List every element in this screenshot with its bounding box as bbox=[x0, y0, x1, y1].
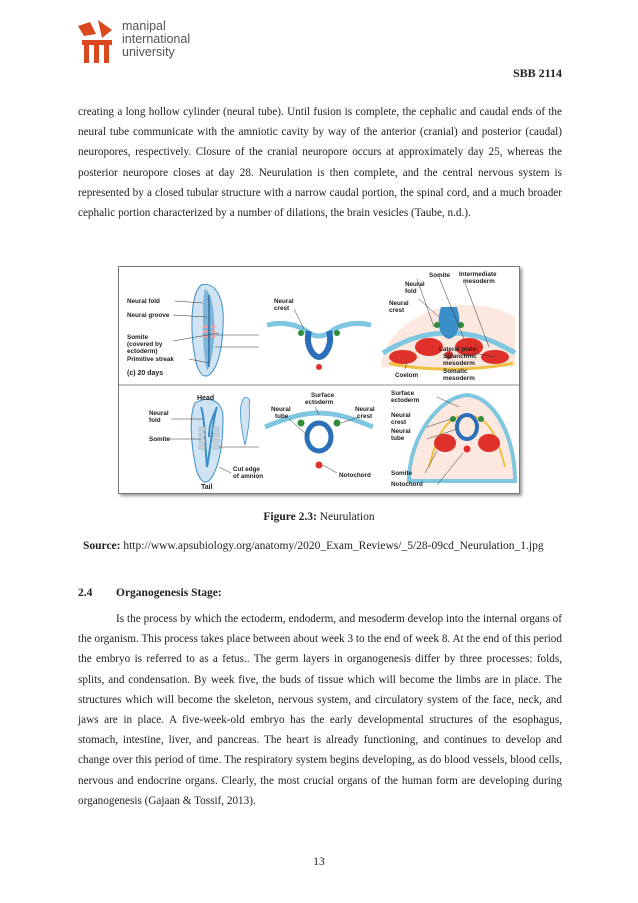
label-neural-fold: Neural bbox=[405, 281, 425, 288]
label-lateral-plate: Lateral plate: bbox=[439, 346, 479, 353]
label-somatic-mesoderm: mesoderm bbox=[443, 375, 475, 382]
logo-emblem-icon bbox=[78, 20, 118, 64]
label-somatic-mesoderm: Somatic bbox=[443, 368, 468, 375]
label-neural-crest: Neural bbox=[355, 406, 375, 413]
label-intermediate-mesoderm: mesoderm bbox=[463, 278, 495, 285]
label-neural-crest: Neural bbox=[391, 412, 411, 419]
label-neural-crest: crest bbox=[391, 419, 407, 426]
logo-line: manipal bbox=[122, 19, 166, 33]
label-neural-crest: crest bbox=[389, 307, 405, 314]
label-neural-crest: Neural bbox=[389, 300, 409, 307]
page-number: 13 bbox=[313, 856, 325, 868]
label-somite: Somite bbox=[149, 436, 170, 443]
label-notochord: Notochord bbox=[339, 472, 371, 479]
label-somite: (covered by bbox=[127, 341, 163, 348]
embryo-dorsal-view bbox=[173, 284, 259, 376]
label-head: Head bbox=[197, 395, 215, 402]
logo-wordmark bbox=[122, 20, 190, 59]
label-neural-fold: Neural bbox=[149, 410, 169, 417]
caption-label: Figure 2.3: bbox=[263, 511, 317, 523]
label-surface-ectoderm: Surface bbox=[391, 390, 415, 397]
logo-line: international bbox=[122, 32, 191, 46]
section-heading bbox=[78, 587, 222, 599]
label-splanchnic-mesoderm: Splanchnic bbox=[443, 353, 477, 360]
logo-line: university bbox=[122, 45, 175, 59]
caption-text: Neurulation bbox=[316, 511, 375, 523]
label-cut-edge-amnion: of amnion bbox=[233, 473, 264, 480]
label-intermediate-mesoderm: Intermediate bbox=[459, 271, 497, 278]
later-embryo-section bbox=[409, 395, 515, 485]
label-neural-tube: Neural bbox=[391, 428, 411, 435]
label-coelom: Coelom bbox=[395, 372, 419, 379]
label-neural-fold: fold bbox=[149, 417, 161, 424]
label-somite: Somite bbox=[127, 334, 148, 341]
label-neural-crest: Neural bbox=[274, 298, 294, 305]
label-somite: ectoderm) bbox=[127, 348, 158, 355]
label-neural-groove: Neural groove bbox=[127, 312, 170, 319]
label-stage: (c) 20 days bbox=[127, 370, 164, 377]
body-paragraph: Is the process by which the ectoderm, endoderm, and mesoderm develop into the internal organs of the organism. This process takes place between about week 3 to the end of week 8. At the end of this period the embryo is referred to as a fetus.. The germ layers in organogenesis differ by three processes: folds, splits, and condensation. By week five, the buds of tissue which will become the limbs are in place. The structures which will become the skeleton, nervous system, and circulatory system of the face, neck, and jaws are in place. A five-week-old embryo has the early developmental structures of the esophagus, stomach, intestine, liver, and pancreas. The heart is already functioning, and continues to develop and change over this period of time. The respiratory system begins developing, as do blood vessels, blood cells, nervous and endocrine organs. Clearly, the most crucial organs of the human form are developing during organogenesis (Gajaan & Tossif, 2013). bbox=[78, 613, 562, 807]
label-neural-fold: fold bbox=[405, 288, 417, 295]
label-neural-tube: tube bbox=[275, 413, 289, 420]
label-neural-tube: Neural bbox=[271, 406, 291, 413]
label-neural-fold: Neural fold bbox=[127, 298, 160, 305]
label-somite: Somite bbox=[391, 470, 412, 477]
neurulation-diagram bbox=[119, 267, 519, 493]
source-url: http://www.apsubiology.org/anatomy/2020_Exam_Reviews/_5/28-09cd_Neurulation_1.jpg bbox=[120, 540, 544, 552]
label-somite: Somite bbox=[429, 272, 450, 279]
neural-groove-section bbox=[267, 309, 371, 370]
label-surface-ectoderm: ectoderm bbox=[391, 397, 420, 404]
label-surface-ectoderm: ectoderm bbox=[305, 399, 334, 406]
body-paragraph: creating a long hollow cylinder (neural tube). Until fusion is complete, the cephalic and caudal ends of the neural tube communicate with the amniotic cavity by way of the anterior (cranial) and posterior (caudal) neuropores, respectively. Closure of the cranial neuropore occurs at approximately day 25, whereas the posterior neuropore closes at day 28. Neurulation is then complete, and the central nervous system is represented by a closed tubular structure with a narrow caudal portion, the spinal cord, and a much broader cephalic portion characterized by a number of dilations, the brain vesicles (Taube, n.d.). bbox=[78, 106, 562, 220]
figure-caption bbox=[0, 511, 638, 523]
label-tail: Tail bbox=[201, 484, 213, 491]
label-notochord: Notochord bbox=[391, 481, 423, 488]
neurulation-figure bbox=[118, 266, 520, 494]
source-label: Source: bbox=[83, 540, 121, 552]
course-code: SBB 2114 bbox=[512, 66, 562, 80]
label-surface-ectoderm: Surface bbox=[311, 392, 335, 399]
label-neural-crest: crest bbox=[357, 413, 373, 420]
label-neural-tube: tube bbox=[391, 435, 405, 442]
section-title: Organogenesis Stage: bbox=[116, 587, 222, 599]
university-logo bbox=[78, 20, 228, 72]
label-neural-crest: crest bbox=[274, 305, 290, 312]
section-number: 2.4 bbox=[78, 587, 93, 599]
label-primitive-streak: Primitive streak bbox=[127, 356, 174, 363]
label-splanchnic-mesoderm: mesoderm bbox=[443, 360, 475, 367]
figure-source bbox=[83, 540, 544, 552]
label-cut-edge-amnion: Cut edge bbox=[233, 466, 260, 473]
